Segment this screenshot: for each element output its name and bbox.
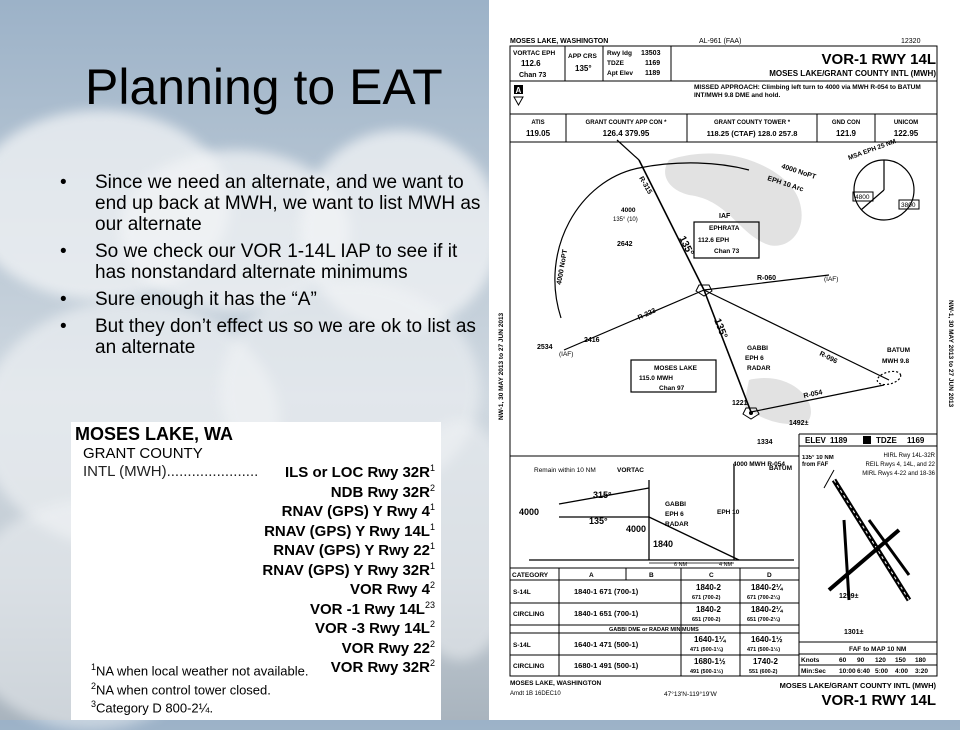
speed-table-cell: 90 xyxy=(857,657,865,664)
radial-label: R-054 xyxy=(802,389,824,400)
minima-cell: 551 (600-2) xyxy=(749,669,778,675)
bullet-item: • So we check our VOR 1-14L IAP to see if it has nonstandard alternate minimums xyxy=(58,241,488,283)
msa-sector: 4800 xyxy=(855,194,870,201)
procedure-note: 1 xyxy=(429,463,435,473)
minima-header: D xyxy=(767,572,772,579)
speed-table-cell: 120 xyxy=(875,657,886,664)
minima-row-label: CIRCLING xyxy=(513,663,545,670)
minima-cell: 1840-1 651 (700-1) xyxy=(574,609,639,618)
minima-cell: 1640-1¼ xyxy=(694,635,726,644)
speed-table-cell: 180 xyxy=(915,657,926,664)
procedure-name: RNAV (GPS) Y Rwy 22 xyxy=(273,542,430,559)
batum-label: BATUM xyxy=(887,347,910,354)
app-crs: 135° xyxy=(575,64,592,73)
approach-plate xyxy=(489,0,960,720)
minima-cell: 671 (700-2) xyxy=(692,595,721,601)
comm-label: UNICOM xyxy=(893,120,919,126)
speed-table-cell: 5:00 xyxy=(875,668,889,675)
chart-number: 12320 xyxy=(901,38,921,45)
bottom-title: VOR-1 RWY 14L xyxy=(821,692,936,709)
iaf-label: IAF xyxy=(719,213,731,220)
alternate-procedure xyxy=(285,463,435,481)
approach-plate-svg xyxy=(489,0,960,720)
procedure-note: 2 xyxy=(429,638,435,649)
side-date-right: NW-1, 30 MAY 2013 to 27 JUN 2013 xyxy=(947,300,954,408)
apt-elev-value: 1189 xyxy=(645,70,661,77)
chart-location: MOSES LAKE, WASHINGTON xyxy=(510,38,609,45)
procedure-note: 2 xyxy=(429,580,435,590)
profile-eph6: EPH 6 xyxy=(665,511,684,518)
profile-remain: Remain within 10 NM xyxy=(534,467,596,474)
procedure-name: RNAV (GPS) Y Rwy 14L xyxy=(264,522,430,540)
footnote: $^2$NA when control tower closed. xyxy=(91,681,271,698)
elev-label: ELEV xyxy=(805,436,826,445)
comm-value: 126.4 379.95 xyxy=(602,129,650,138)
moses-lake-freq: 115.0 MWH xyxy=(639,375,673,382)
course-label: 135° xyxy=(711,317,730,341)
speed-table-cell: 60 xyxy=(839,657,847,664)
minima-cell: 1640-1½ xyxy=(751,635,783,644)
arc-label: 4000 NoPT xyxy=(556,248,570,286)
batum-mwh: MWH 9.8 xyxy=(882,358,910,365)
procedure-name: RNAV (GPS) Y Rwy 4 xyxy=(281,503,430,520)
procedure-name: VOR -3 Rwy 14L xyxy=(314,620,430,637)
speed-table-cell: 150 xyxy=(895,657,906,664)
profile-course: 135° xyxy=(589,516,608,526)
rwy-ldg-value: 13503 xyxy=(641,50,661,57)
app-crs-label: APP CRS xyxy=(568,53,597,60)
minima-row-label: CIRCLING xyxy=(513,611,545,618)
profile-gabbi: GABBI xyxy=(665,501,686,508)
slide-title: Planning to EAT xyxy=(85,59,443,115)
profile-vortac: VORTAC xyxy=(617,467,644,474)
radial-label: R-223 xyxy=(636,307,658,322)
minima-row-label: S-14L xyxy=(513,642,531,649)
procedure-note: 1 xyxy=(429,521,435,532)
alternate-procedure xyxy=(310,600,435,618)
coordinates: 47°13'N-119°19'W xyxy=(664,691,717,698)
profile-distance: 6 NM xyxy=(674,562,688,568)
comm-label: GRANT COUNTY TOWER * xyxy=(713,120,791,126)
missed-approach: MISSED APPROACH: Climbing left turn to 4000 via MWH R-054 to BATUM INT/MWH 9.8 DME and hold. xyxy=(694,84,921,99)
profile-course: 315° xyxy=(593,490,612,500)
speed-table-cell: 4:00 xyxy=(895,668,909,675)
pt-note: 135° (10) xyxy=(613,217,638,223)
minima-table xyxy=(512,572,784,675)
gabbi-radar: RADAR xyxy=(747,365,771,372)
arc-label: EPH 10 Arc xyxy=(766,175,805,194)
side-date-left: NW-1, 30 MAY 2013 to 27 JUN 2013 xyxy=(498,312,505,420)
profile-radar: RADAR xyxy=(665,521,689,528)
tdze-label: TDZE xyxy=(876,436,897,445)
lighting-note: HIRL Rwy 14L-32R xyxy=(883,453,935,459)
footnote: $^1$NA when local weather not available. xyxy=(91,662,309,679)
speed-table-cell: 6:40 xyxy=(857,668,871,675)
alternate-procedure xyxy=(350,580,435,598)
iaf-marker: (IAF) xyxy=(824,276,839,283)
faf-map-label: FAF to MAP 10 NM xyxy=(849,646,907,653)
minima-cell: 1840-2¼ xyxy=(751,583,783,592)
alternate-minimums-excerpt xyxy=(71,422,441,720)
alternate-procedure xyxy=(342,639,435,657)
speed-table-cell: 3:20 xyxy=(915,668,929,675)
chart-title: VOR-1 RWY 14L xyxy=(821,51,936,68)
alternate-procedure xyxy=(262,561,435,579)
comm-value: 122.95 xyxy=(893,129,919,138)
minima-cell: 491 (500-1½) xyxy=(690,669,724,675)
spot-elevation: 2534 xyxy=(537,344,553,351)
vortac-freq: 112.6 xyxy=(521,59,541,68)
alternate-procedure xyxy=(331,658,435,676)
minima-cell: 1680-1½ xyxy=(694,657,726,666)
rwy-ldg-label: Rwy Idg xyxy=(607,50,632,57)
procedure-note: 2 xyxy=(429,619,435,629)
radial-r315 xyxy=(617,140,639,160)
radial-label: R-060 xyxy=(757,275,777,282)
procedure-name: RNAV (GPS) Y Rwy 32R xyxy=(262,561,430,579)
msa-sector: 3800 xyxy=(901,202,916,209)
pt-altitude: 4000 xyxy=(621,207,636,214)
chart-id: AL-961 (FAA) xyxy=(699,38,742,45)
alternate-airport-line2: INTL (MWH)...................... xyxy=(83,463,259,480)
bottom-airport: MOSES LAKE/GRANT COUNTY INTL (MWH) xyxy=(779,681,936,690)
bullet-item: • Since we need an alternate, and we want to end up back at MWH, we want to list MWH as our alternate xyxy=(58,172,488,235)
alternate-procedure xyxy=(282,502,435,520)
profile-altitude: 4000 xyxy=(626,524,647,534)
radial-r096 xyxy=(704,290,889,380)
bullet-item: • Sure enough it has the “A” xyxy=(58,289,488,310)
spot-elevation: 2642 xyxy=(617,241,633,248)
minsec-row xyxy=(801,668,928,675)
speed-table-cell: 10:00 xyxy=(839,668,856,675)
procedure-name: NDB Rwy 32R xyxy=(330,483,430,501)
radial-label: R-096 xyxy=(818,350,839,366)
comm-value: 118.25 (CTAF) 128.0 257.8 xyxy=(706,129,798,138)
profile-batum: BATUM xyxy=(769,465,792,472)
alternate-procedure xyxy=(264,522,435,540)
moses-lake-label: MOSES LAKE xyxy=(654,365,697,372)
procedure-name: VOR Rwy 22 xyxy=(341,639,430,657)
minima-cell: 1840-2 xyxy=(696,605,721,614)
minima-row-label: S-14L xyxy=(513,589,531,596)
lighting-note: MIRL Rwys 4-22 and 18-36 xyxy=(862,471,935,477)
faf-note: 135° 10 NM from FAF xyxy=(802,455,834,468)
iaf-marker: (IAF) xyxy=(559,351,574,358)
spot-elevation: 1334 xyxy=(757,439,773,446)
arc-label: 4000 NoPT xyxy=(780,163,817,181)
msa-label: MSA EPH 25 NM xyxy=(847,138,897,162)
gabbi-minima-header: GABBI DME or RADAR MINIMUMS xyxy=(609,627,699,633)
minima-cell: 1680-1 491 (500-1) xyxy=(574,661,639,670)
procedure-name: VOR Rwy 32R xyxy=(330,659,430,676)
profile-distance: 4 NM xyxy=(719,562,733,568)
radial-label: R-315 xyxy=(637,175,653,196)
minima-header: A xyxy=(589,572,594,579)
minima-cell: 1840-2 xyxy=(696,583,721,592)
alternate-procedure xyxy=(331,483,435,501)
minima-header: B xyxy=(649,572,654,579)
bottom-location: MOSES LAKE, WASHINGTON xyxy=(510,680,602,687)
profile-eph10: EPH 10 xyxy=(717,509,740,516)
minima-cell: 1840-1 671 (700-1) xyxy=(574,587,639,596)
procedure-note: 23 xyxy=(424,599,435,610)
tdze-value: 1169 xyxy=(907,436,925,445)
bullet-item: • But they don’t effect us so we are ok to list as an alternate xyxy=(58,316,488,358)
ms-elevation: 1301± xyxy=(844,629,864,636)
lighting-note: REIL Rwys 4, 14L, and 22 xyxy=(865,462,935,468)
gabbi-label: GABBI xyxy=(747,345,768,352)
minima-cell: 1740-2 xyxy=(753,657,778,666)
ms-elevation: 1299± xyxy=(839,593,859,600)
comm-value: 119.05 xyxy=(525,129,551,138)
procedure-note: 1 xyxy=(429,502,435,512)
tdze-label: TDZE xyxy=(607,60,624,67)
minima-cell: 671 (700-2¼) xyxy=(747,595,781,601)
amendment: Amdt 1B 16DEC10 xyxy=(510,691,561,697)
comm-label: GRANT COUNTY APP CON * xyxy=(585,120,667,126)
procedure-name: ILS or LOC Rwy 32R xyxy=(284,464,430,481)
vortac-chan: Chan 73 xyxy=(519,72,547,79)
minima-cell: 651 (700-2) xyxy=(692,617,721,623)
procedure-note: 2 xyxy=(429,482,435,493)
profile-altitude: 4000 xyxy=(519,507,540,517)
moses-lake-chan: Chan 97 xyxy=(659,385,685,392)
procedure-note: 2 xyxy=(429,658,435,668)
speed-table-cell: Knots xyxy=(801,657,820,664)
vortac-label: VORTAC EPH xyxy=(513,50,556,57)
elev-value: 1189 xyxy=(830,436,848,445)
alternate-airport-line1: GRANT COUNTY xyxy=(83,445,203,462)
procedure-note: 1 xyxy=(429,560,435,571)
procedure-note: 1 xyxy=(429,541,435,551)
comm-value: 121.9 xyxy=(835,129,857,138)
profile-mwh: 4000 MWH R-054 xyxy=(733,461,786,468)
bullet-list xyxy=(58,172,488,364)
minima-header: C xyxy=(709,572,714,579)
takeoff-t-symbol xyxy=(514,97,523,105)
apt-elev-label: Apt Elev xyxy=(607,70,634,77)
gabbi-eph: EPH 6 xyxy=(745,355,764,362)
profile-mda: 1840 xyxy=(653,539,674,549)
minima-cell: 1840-2¼ xyxy=(751,605,783,614)
footnote: $^3$Category D 800-2¼. xyxy=(91,699,214,716)
minima-cell: 471 (500-1½) xyxy=(747,647,781,653)
ephrata-chan: Chan 73 xyxy=(714,248,740,255)
procedure-name: VOR -1 Rwy 14L xyxy=(309,600,425,618)
spot-elevation: 2416 xyxy=(584,337,600,344)
spot-elevation: 1492± xyxy=(789,420,809,427)
chart-airport: MOSES LAKE/GRANT COUNTY INTL (MWH) xyxy=(769,69,936,78)
ephrata-label: EPHRATA xyxy=(709,225,740,232)
minima-cell: 471 (500-1¼) xyxy=(690,647,724,653)
minima-cell: 651 (700-2¼) xyxy=(747,617,781,623)
alternate-procedure xyxy=(273,541,435,559)
course-label: 135° xyxy=(676,234,696,258)
knots-row xyxy=(801,657,926,664)
comm-label: GND CON xyxy=(831,120,861,126)
spot-elevation: 1221 xyxy=(732,400,748,407)
minima-cell: 1640-1 471 (500-1) xyxy=(574,640,639,649)
alternate-heading: MOSES LAKE, WA xyxy=(75,424,234,444)
speed-table-cell: Min:Sec xyxy=(801,668,826,675)
procedure-name: VOR Rwy 4 xyxy=(349,581,430,598)
tdze-value: 1169 xyxy=(645,60,661,67)
svg-text:A: A xyxy=(515,86,522,95)
alternate-procedure xyxy=(315,619,435,637)
minima-header: CATEGORY xyxy=(512,572,549,579)
ephrata-freq: 112.6 EPH xyxy=(698,237,730,244)
comm-label: ATIS xyxy=(531,120,545,126)
